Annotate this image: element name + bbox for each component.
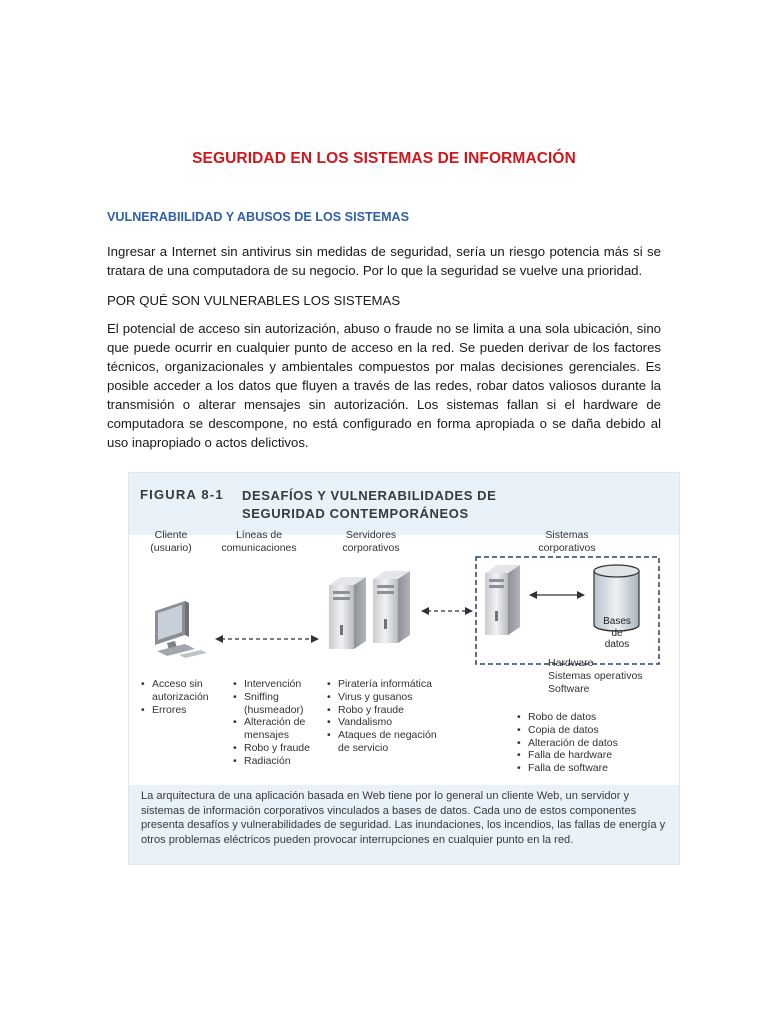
servers-threats-list [327, 678, 457, 755]
client-computer-icon [155, 601, 207, 658]
list-item: • Intervención [233, 678, 323, 691]
column-systems-heading: Sistemas corporativos [538, 529, 596, 554]
database-arrow [529, 591, 585, 599]
list-item: • Robo y fraude [327, 704, 457, 717]
list-item: • Acceso sin autorización [141, 678, 221, 704]
paragraph-body: El potencial de acceso sin autorización, abuso o fraude no se limita a una sola ubicación, sino que puede ocurrir en cualquier punto de acceso en la red. Se pueden derivar de los factores técnicos, organizacionales y ambientales compuestos por malas decisiones gerenciales. Es posible acceder a los datos que fluyen a través de las redes, robar datos valiosos durante la transmisión o alterar mensajes sin autorización. Los sistemas fallan si el hardware de computadora se descompone, no está configurado en forma apropiada o se daña debido al uso inapropiado o actos delictivos. [107, 321, 661, 450]
column-client-heading: Cliente (usuario) [150, 529, 192, 554]
system-server-icon [485, 565, 520, 635]
list-item: • Copia de datos [517, 724, 647, 737]
list-item: • Virus y gusanos [327, 691, 457, 704]
systems-box-label: Hardware Sistemas operativos Software [548, 657, 643, 695]
paragraph-subheading: POR QUÉ SON VULNERABLES LOS SISTEMAS [107, 293, 401, 308]
list-item: • Ataques de negación de servicio [327, 729, 457, 755]
figure-title: DESAFÍOS Y VULNERABILIDADES DE SEGURIDAD CONTEMPORÁNEOS [242, 488, 497, 521]
list-item: • Vandalismo [327, 716, 457, 729]
systems-threats-list [517, 711, 647, 775]
list-item: • Piratería informática [327, 678, 457, 691]
list-item: • Falla de hardware [517, 749, 647, 762]
server-systems-arrow [421, 607, 473, 615]
list-item: • Robo y fraude [233, 742, 323, 755]
figure-caption: La arquitectura de una aplicación basada en Web tiene por lo general un cliente Web, un servidor y sistemas de información corporativos vinculados a bases de datos. Cada uno de estos componentes presenta desafíos y vulnerabilidades de seguridad. Las inundaciones, los incendios, las fallas de energía y otros problemas eléctricos pueden provocar interrupciones en cualquier punto en la red. [141, 790, 666, 846]
list-item: • Alteración de datos [517, 737, 647, 750]
figure-8-1 [128, 472, 680, 865]
page-title: SEGURIDAD EN LOS SISTEMAS DE INFORMACIÓN [192, 150, 576, 167]
figure-diagram [129, 529, 679, 785]
column-lines-heading: Líneas de comunicaciones [221, 529, 297, 554]
list-item: • Sniffing (husmeador) [233, 691, 323, 717]
column-servers-heading: Servidores corporativos [342, 529, 400, 554]
figure-header [129, 473, 679, 523]
lines-threats-list [233, 678, 323, 768]
list-item: • Alteración de mensajes [233, 716, 323, 742]
section-heading: VULNERABIILIDAD Y ABUSOS DE LOS SISTEMAS [107, 210, 410, 224]
paragraph-intro: Ingresar a Internet sin antivirus sin medidas de seguridad, sería un riesgo potencia más si se tratara de una computadora de su negocio. Por lo que la seguridad se vuelve una prioridad. [107, 244, 661, 278]
database-label: Bases de datos [603, 616, 631, 650]
list-item: • Errores [141, 704, 221, 717]
list-item: • Radiación [233, 755, 323, 768]
communication-arrow [215, 635, 319, 643]
client-threats-list [141, 678, 221, 716]
list-item: • Falla de software [517, 762, 647, 775]
figure-number: FIGURA 8-1 [140, 487, 224, 502]
server-icon [329, 577, 366, 649]
server-icon [373, 571, 410, 643]
list-item: • Robo de datos [517, 711, 647, 724]
